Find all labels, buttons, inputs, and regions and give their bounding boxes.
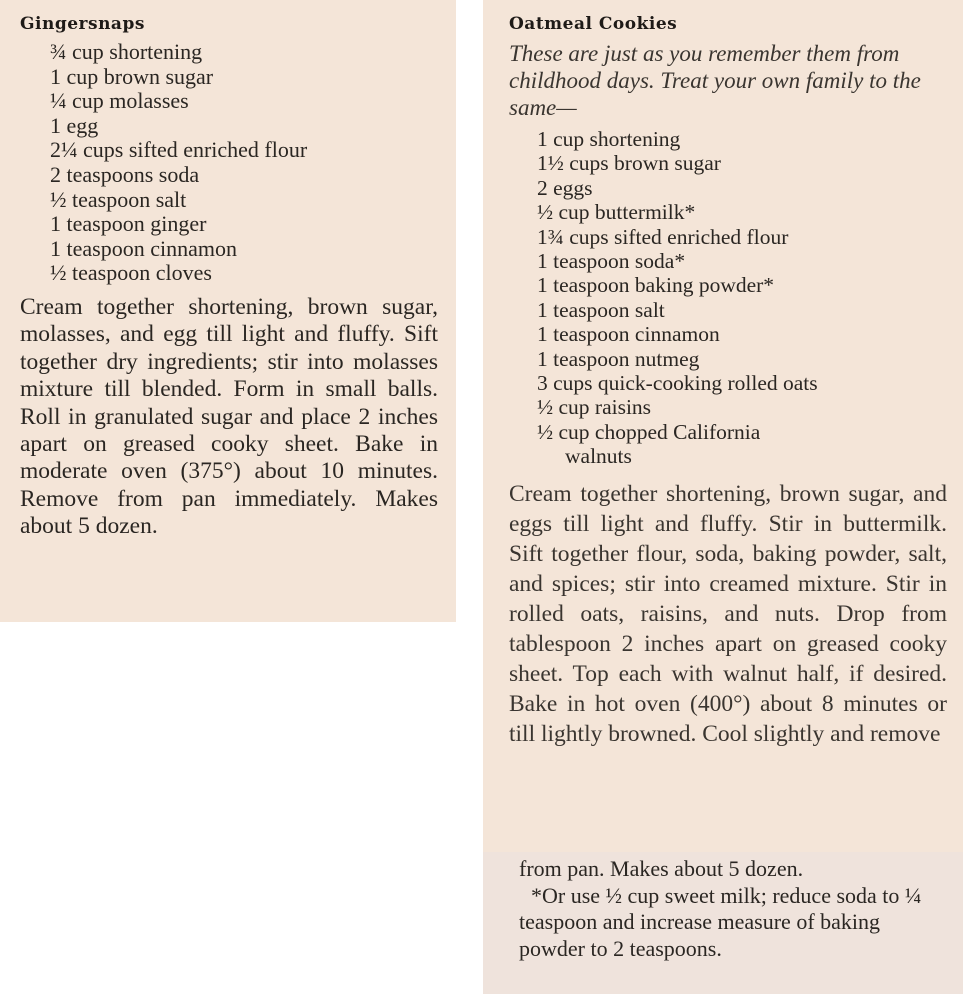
ingredient: 1 teaspoon cinnamon [50,235,237,261]
ingredient: ¾ cup shortening [50,39,203,64]
recipe-footnote: *Or use ½ cup sweet milk; reduce soda to ¼ teaspoon and increase measure of baking powder to 2 teaspoons. [519,882,922,961]
ingredient: 1 egg [50,112,99,138]
ingredient-continuation: walnuts [565,444,632,469]
ingredient: 1 cup brown sugar [50,63,214,89]
ingredient: 1 teaspoon baking powder* [537,273,775,298]
ingredient: 1¾ cups sifted enriched flour [537,224,789,249]
ingredient: ½ teaspoon salt [50,186,187,212]
oatmeal-cookies-continuation [483,852,963,994]
ingredient: 1 cup shortening [537,127,681,151]
recipe-intro: These are just as you remember them from childhood days. Treat your own family to the same— [509,41,921,120]
ingredient: ½ cup chopped California [537,419,761,444]
oatmeal-cookies-recipe [483,0,963,852]
ingredient: 1½ cups brown sugar [537,151,721,176]
ingredient: 1 teaspoon cinnamon [537,322,720,347]
ingredient: 3 cups quick-cooking rolled oats [537,371,818,396]
ingredient: 1 teaspoon soda* [537,249,686,274]
ingredient-list [20,40,438,286]
ingredient: ½ cup buttermilk* [537,200,696,225]
gingersnaps-recipe [0,0,456,622]
recipe-title: Oatmeal Cookies [509,14,678,34]
ingredient: 1 teaspoon nutmeg [537,346,700,371]
ingredient: 1 teaspoon ginger [50,211,207,237]
ingredient-list [509,127,947,469]
ingredient: 2 teaspoons soda [50,161,200,187]
recipe-directions-end: from pan. Makes about 5 dozen. [519,856,804,881]
ingredient: ¼ cup molasses [50,88,189,114]
ingredient: 2 eggs [537,175,593,200]
ingredient: ½ cup raisins [537,395,652,420]
recipe-title: Gingersnaps [20,14,145,34]
recipe-directions: Cream together shortening, brown sugar, and eggs till light and fluffy. Stir in buttermilk. Sift together flour, soda, baking powder, salt, and spices; stir into creamed mixture. Stir in rolled oats, raisins, and nuts. Drop from tablespoon 2 inches apart on greased cooky sheet. Top each with walnut half, if desired. Bake in hot oven (400°) about 8 minutes or till lightly browned. Cool slightly and remove [509,480,947,747]
ingredient: ½ teaspoon cloves [50,260,212,286]
ingredient: 1 teaspoon salt [537,297,665,322]
recipe-directions: Cream together shortening, brown sugar, molasses, and egg till light and fluffy. Sift together dry ingredients; stir into molasses mixture till blended. Form in small balls. Roll in granulated sugar and place 2 inches apart on greased cooky sheet. Bake in moderate oven (375°) about 10 minutes. Remove from pan immediately. Makes about 5 dozen. [20,293,438,540]
ingredient: 2¼ cups sifted enriched flour [50,137,308,163]
